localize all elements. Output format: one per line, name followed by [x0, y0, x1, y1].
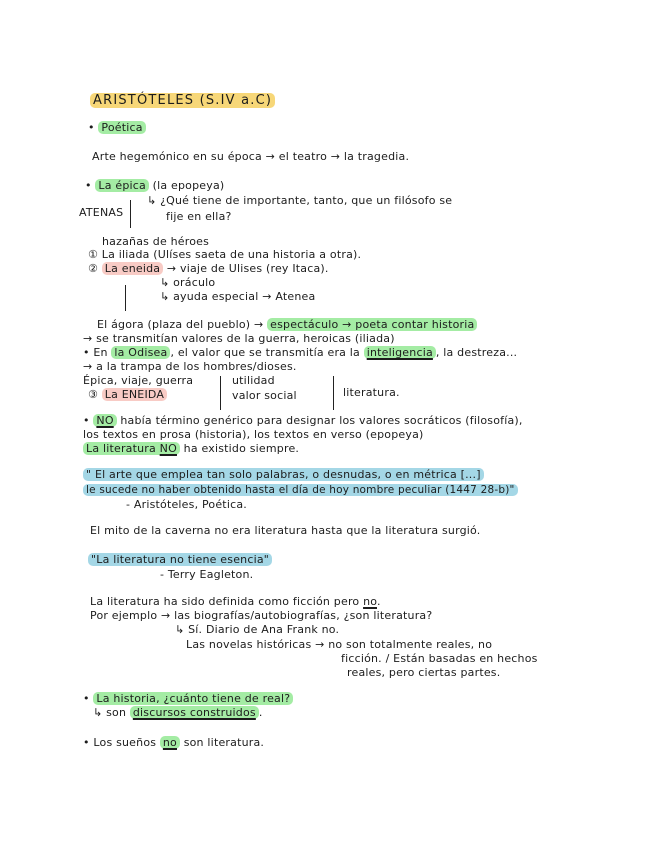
eneida-brace-left: [220, 376, 221, 410]
eneida-mid-1: utilidad: [232, 374, 275, 387]
number-two-icon: ②: [88, 262, 99, 275]
atenas-label: ATENAS: [79, 206, 124, 219]
arte-line: Arte hegemónico en su época → el teatro → la tragedia.: [92, 150, 410, 163]
agora-line-1: El ágora (plaza del pueblo) → espectáculo → poeta contar historia: [97, 318, 477, 332]
eneida-brace-right: [333, 376, 334, 410]
quote-2-line-1: "La literatura no tiene esencia": [88, 553, 272, 567]
agora-line-2: → se transmitían valores de la guerra, heroicas (iliada): [83, 332, 395, 345]
poetica-bullet: • Poética: [88, 121, 146, 135]
atenas-bracket: [130, 200, 131, 228]
page-title: ARISTÓTELES (S.IV a.C): [90, 94, 275, 108]
number-one-icon: ①: [88, 248, 99, 261]
ficcion-line-6: reales, pero ciertas partes.: [347, 666, 501, 679]
historia-line-2: ↳ son discursos construidos .: [93, 706, 263, 719]
no-line-2: los textos en prosa (historia), los textos en verso (epopeya): [83, 428, 424, 441]
epica-question-1: ↳ ¿Qué tiene de importante, tanto, que un filósofo se: [147, 194, 453, 207]
hazanas-item-2: ② La eneida → viaje de Ulises (rey Itaca).: [88, 262, 329, 275]
historia-line-1: • La historia, ¿cuánto tiene de real?: [83, 692, 293, 706]
agora-line-3: • En la Odisea , el valor que se transmitía era la inteligencia , la destreza...: [83, 346, 518, 359]
ficcion-line-1: La literatura ha sido definida como ficción pero no.: [90, 595, 381, 608]
quote-2-attribution: - Terry Eagleton.: [160, 568, 254, 581]
ficcion-line-4: Las novelas históricas → no son totalmente reales, no: [186, 638, 493, 651]
poetica-label: Poética: [98, 121, 145, 134]
agora-line-4: → a la trampa de los hombres/dioses.: [83, 360, 297, 373]
hazanas-sub-1: ↳ oráculo: [160, 276, 216, 289]
number-three-icon: ③: [88, 388, 99, 401]
ficcion-line-3: ↳ Sí. Diario de Ana Frank no.: [175, 623, 340, 636]
epica-heading: • La épica (la epopeya): [85, 179, 225, 192]
eneida-mid-2: valor social: [232, 389, 297, 402]
no-line-3: La literatura NO ha existido siempre.: [83, 442, 299, 456]
quote-1-line-1: " El arte que emplea tan solo palabras, o desnudas, o en métrica [...]: [83, 468, 484, 482]
connector-line: [125, 285, 126, 311]
epica-label: La épica: [95, 179, 149, 192]
quote-1-line-2: le sucede no haber obtenido hasta el día de hoy nombre peculiar (1447 28-b)": [83, 483, 518, 497]
suenos-line: • Los sueños no son literatura.: [83, 736, 265, 749]
no-line-1: • NO había término genérico para designar los valores socráticos (filosofía),: [83, 414, 523, 427]
ficcion-line-5: ficción. / Están basadas en hechos: [341, 652, 538, 665]
ficcion-line-2: Por ejemplo → las biografías/autobiografías, ¿son literatura?: [90, 609, 433, 622]
eneida-left-top: Épica, viaje, guerra: [83, 374, 194, 387]
quote-1-attribution: - Aristóteles, Poética.: [126, 498, 247, 511]
hazanas-sub-2: ↳ ayuda especial → Atenea: [160, 290, 316, 303]
epica-question-2: fije en ella?: [166, 210, 232, 223]
eneida-label-row: ③ La ENEIDA: [88, 388, 167, 402]
hazanas-heading: hazañas de héroes: [102, 235, 210, 248]
eneida-right: literatura.: [343, 386, 400, 399]
mito-line: El mito de la caverna no era literatura hasta que la literatura surgió.: [90, 524, 481, 537]
hazanas-item-1: ① La iliada (Ulíses saeta de una historia a otra).: [88, 248, 362, 261]
